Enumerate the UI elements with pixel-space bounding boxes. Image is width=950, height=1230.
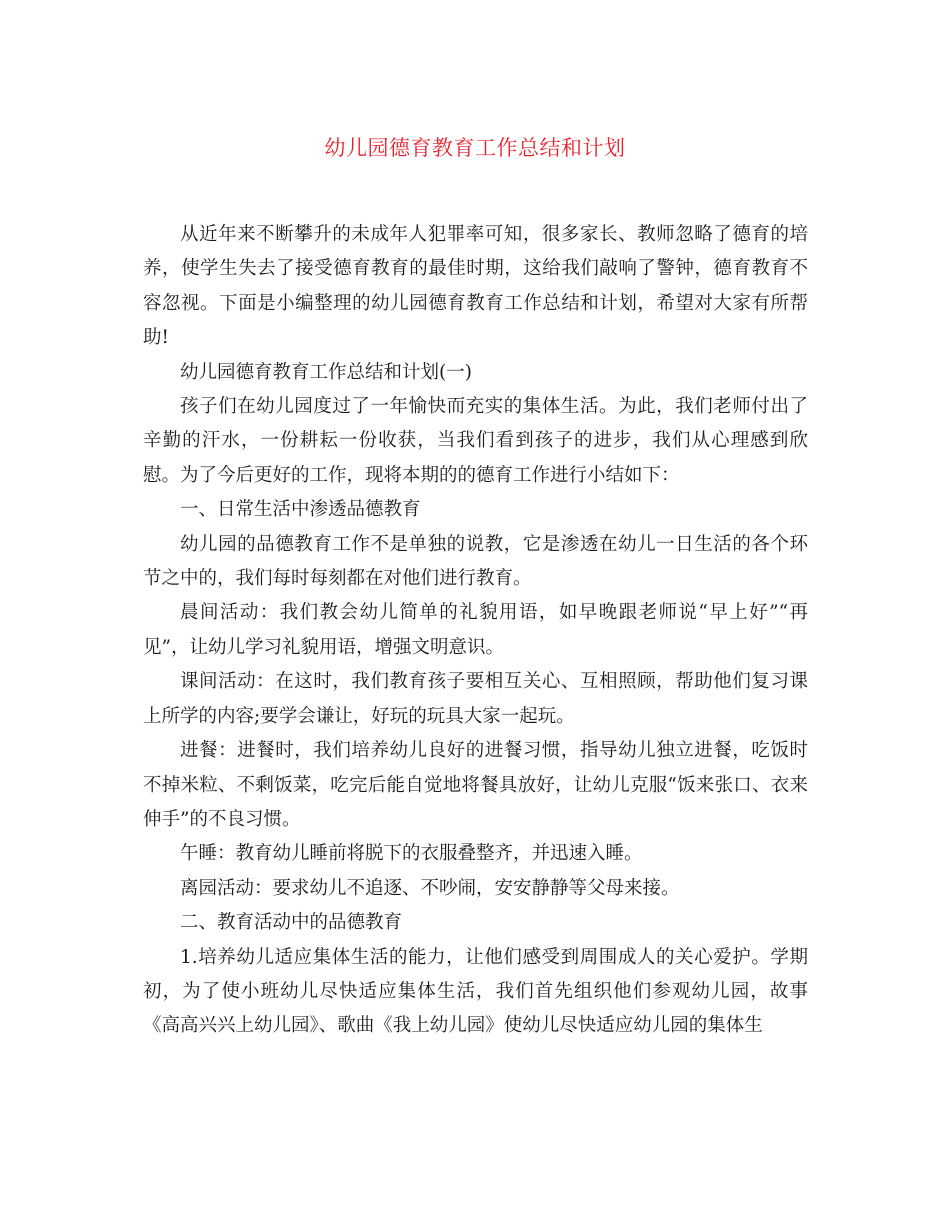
- document-title: 幼儿园德育教育工作总结和计划: [324, 136, 626, 160]
- section-heading-daily-life: 一、日常生活中渗透品德教育: [180, 499, 421, 521]
- paragraph-overview: 孩子们在幼儿园度过了一年愉快而充实的集体生活。为此，我们老师付出了辛勤的汗水，一份耕耘一份收获，当我们看到孩子的进步，我们从心理感到欣慰。为了今后更好的工作，现将本期的的德育工作进行小结如下：: [143, 396, 808, 486]
- section-heading-education-activities: 二、教育活动中的品德教育: [180, 912, 403, 934]
- paragraph-collective-life: 1.培养幼儿适应集体生活的能力，让他们感受到周围成人的关心爱护。学期初，为了使小班幼儿尽快适应集体生活，我们首先组织他们参观幼儿园，故事《高高兴兴上幼儿园》、歌曲《我上幼儿园》使幼儿尽快适应幼儿园的集体生: [143, 946, 808, 1037]
- section-heading-part-one: 幼儿园德育教育工作总结和计划(一): [180, 361, 472, 383]
- paragraph-intro: 从近年来不断攀升的未成年人犯罪率可知，很多家长、教师忽略了德育的培养，使学生失去了接受德育教育的最佳时期，这给我们敲响了警钟，德育教育不容忽视。下面是小编整理的幼儿园德育教育工作总结和计划，希望对大家有所帮助!: [143, 224, 808, 349]
- paragraph-nap: 午睡：教育幼儿睡前将脱下的衣服叠整齐，并迅速入睡。: [180, 843, 643, 865]
- paragraph-break-activity: 课间活动：在这时，我们教育孩子要相互关心、互相照顾，帮助他们复习课上所学的内容;要学会谦让，好玩的玩具大家一起玩。: [143, 671, 808, 727]
- paragraph-departure: 离园活动：要求幼儿不追逐、不吵闹，安安静静等父母来接。: [180, 877, 680, 899]
- paragraph-morning-activity: 晨间活动：我们教会幼儿简单的礼貌用语，如早晚跟老师说“早上好”“再见”，让幼儿学习礼貌用语，增强文明意识。: [143, 602, 808, 658]
- paragraph-meals: 进餐：进餐时，我们培养幼儿良好的进餐习惯，指导幼儿独立进餐，吃饭时不掉米粒、不剩饭菜，吃完后能自觉地将餐具放好，让幼儿克服“饭来张口、衣来伸手”的不良习惯。: [143, 740, 808, 830]
- document-body: [143, 218, 808, 1044]
- paragraph-daily-life: 幼儿园的品德教育工作不是单独的说教，它是渗透在幼儿一日生活的各个环节之中的，我们每时每刻都在对他们进行教育。: [143, 533, 808, 590]
